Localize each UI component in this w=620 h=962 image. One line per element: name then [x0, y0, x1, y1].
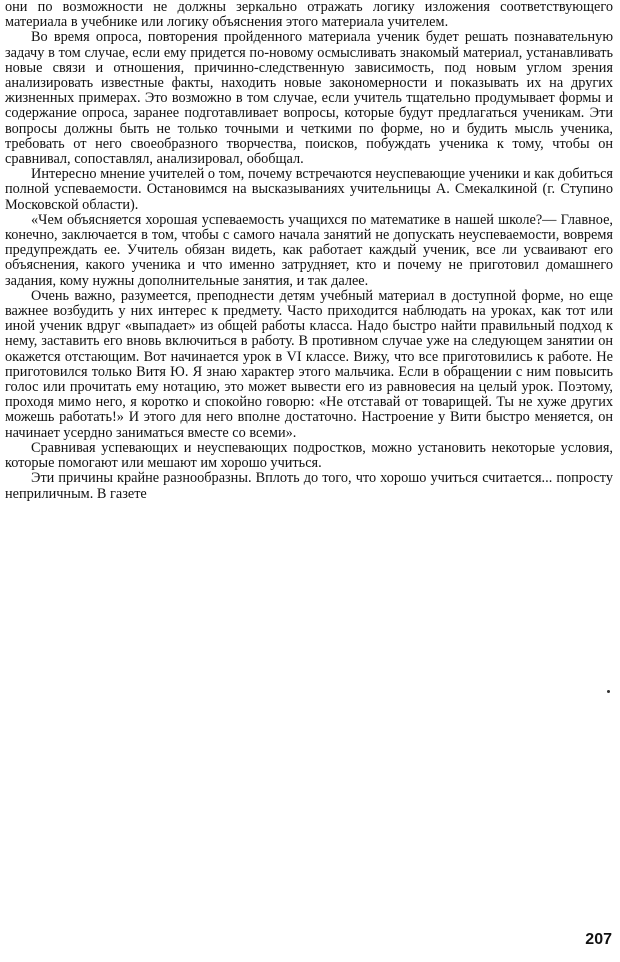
print-speck — [607, 690, 610, 693]
paragraph-interest: Очень важно, разумеется, преподнести детям учебный материал в доступной форме, но еще важнее возбудить у них интерес к предмету. Часто приходится наблюдать на уроках, как тот или иной ученик вдруг «выпадает» из общей работы класса. Надо быстро найти правильный подход к нему, заставить его вновь включиться в работу. В противном случае уже на следующем занятии он окажется отстающим. Вот начинается урок в VI классе. Вижу, что все приготовились к работе. Не приготовился только Витя Ю. Я знаю характер этого мальчика. Если в обращении с ним повысить голос или прочитать ему нотацию, это может вывести его из равновесия на целый урок. Поэтому, проходя мимо него, я коротко и спокойно говорю: «Не отставай от товарищей. Ты не хуже других можешь работать!» И этого для него вполне достаточно. Настроение у Вити быстро меняется, он начинает усердно заниматься вместе со всеми». — [5, 287, 613, 441]
paragraph-reasons: Эти причины крайне разнообразны. Вплоть до того, что хорошо учиться считается... попросту неприличным. В газете — [5, 470, 613, 502]
paragraph-quote: «Чем объясняется хорошая успеваемость учащихся по математике в нашей школе?— Главное, конечно, заключается в том, чтобы с самого начала занятий не допускать неуспеваемости, вовремя предупреждать ее. Учитель обязан видеть, как работает каждый ученик, все ли усваивают его объяснения, какого ученика и что именно затрудняет, кто и почему не приготовил домашнего задания, кому нужны дополнительные занятия, и так далее. — [5, 211, 613, 289]
book-page — [5, 0, 613, 962]
paragraph-teacher-opinion: Интересно мнение учителей о том, почему встречаются неуспевающие ученики и как добиться полной успеваемости. Остановимся на высказываниях учительницы А. Смекалкиной (г. Ступино Московской области). — [5, 166, 613, 213]
page-number: 207 — [585, 931, 612, 948]
paragraph-comparison: Сравнивая успевающих и неуспевающих подростков, можно установить некоторые условия, которые помогают или мешают им хорошо учиться. — [5, 439, 613, 472]
paragraph-survey: Во время опроса, повторения пройденного материала ученик будет решать познавательную задачу в том случае, если ему придется по-новому осмысливать знакомый материал, устанавливать новые связи и отношения, причинно-следственную зависимость, под новым углом зрения анализировать известные факты, находить новые закономерности и показывать их на других жизненных примерах. Это возможно в том случае, если учитель тщательно продумывает формы и содержание опроса, заранее подготавливает вопросы, которые будут предлагаться ученикам. Эти вопросы должны быть не только точными и четкими по форме, но и будить мысль ученика, требовать от него своеобразного творчества, поисков, побуждать ученика к тому, чтобы он сравнивал, сопоставлял, анализировал, обобщал. — [5, 29, 613, 168]
paragraph-continuation: они по возможности не должны зеркально отражать логику изложения соответствующего материала в учебнике или логику объяснения этого материала учителем. — [5, 0, 613, 31]
